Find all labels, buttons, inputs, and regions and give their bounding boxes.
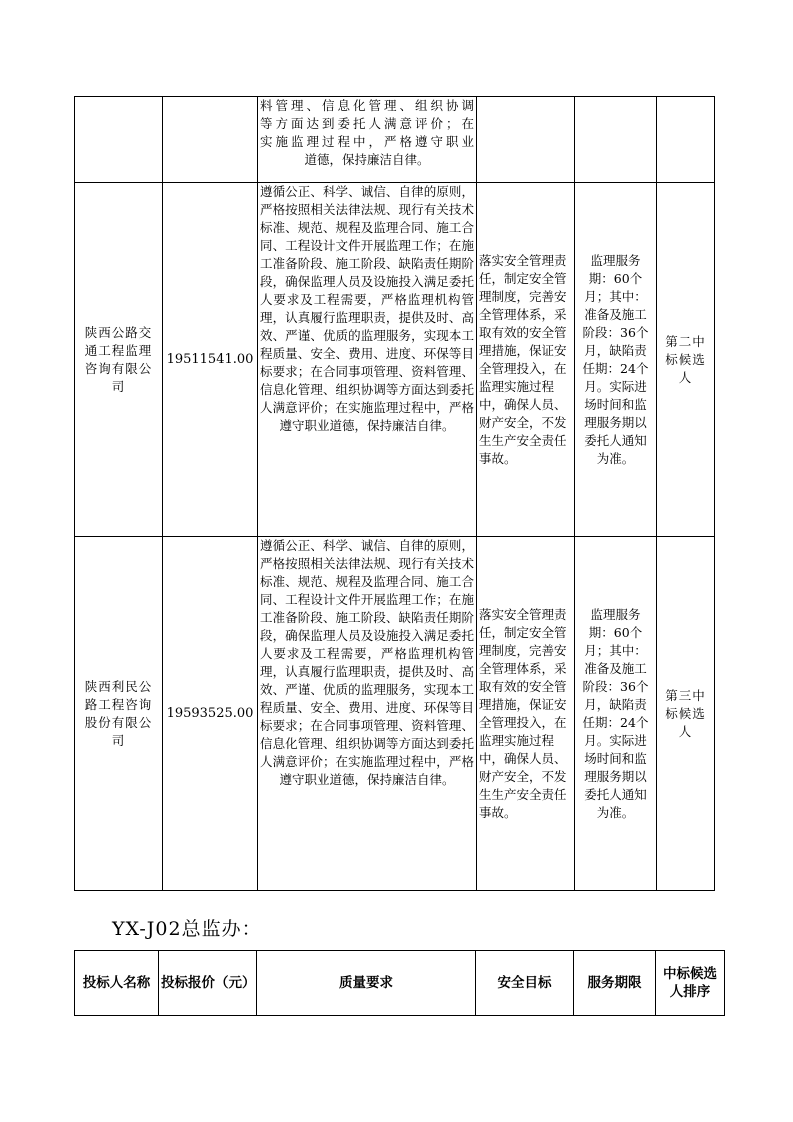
section-title: YX-J02总监办： [112, 918, 262, 940]
empty-safety-cell [477, 97, 575, 183]
header-bid-price: 投标报价（元） [159, 951, 257, 1016]
empty-name-cell [75, 97, 163, 183]
table-row [75, 537, 715, 891]
empty-price-cell [163, 97, 258, 183]
candidate-rank: 第三中标候选人 [657, 537, 715, 891]
service-period: 监理服务期：60个月；其中：准备及施工阶段：36个月，缺陷责任期：24个月。实际进场时间和监理服务期以委托人通知为准。 [575, 183, 657, 537]
quality-cell [258, 97, 477, 183]
bid-price: 19593525.00 [163, 537, 258, 891]
bidder-name: 陕西利民公路工程咨询股份有限公司 [75, 537, 163, 891]
quality-requirement [258, 183, 477, 537]
quality-text: 遵循公正、科学、诚信、自律的原则，严格按照相关法律法规、现行有关技术标准、规范、规程及监理合同、施工合同、工程设计文件开展监理工作；在施工准备阶段、施工阶段、缺陷责任期阶段，确保监理人员及设施投入满足委托人要求及工程需要，严格监理机构管理，认真履行监理职责，提供及时、高效、严谨、优质的监理服务，实现本工程质量、安全、费用、进度、环保等目标要求；在合同事项管理、资料管理、信息化管理、组织协调等方面达到委托人满意评价；在实施监理过程中，严格遵守职业道德，保持廉洁自律。 [260, 538, 474, 787]
bid-results-table-header [74, 950, 725, 1016]
header-period: 服务期限 [574, 951, 656, 1016]
quality-text: 遵循公正、科学、诚信、自律的原则，严格按照相关法律法规、现行有关技术标准、规范、规程及监理合同、施工合同、工程设计文件开展监理工作；在施工准备阶段、施工阶段、缺陷责任期阶段，确保监理人员及设施投入满足委托人要求及工程需要，严格监理机构管理，认真履行监理职责，提供及时、高效、严谨、优质的监理服务，实现本工程质量、安全、费用、进度、环保等目标要求；在合同事项管理、资料管理、信息化管理、组织协调等方面达到委托人满意评价；在实施监理过程中，严格遵守职业道德，保持廉洁自律。 [260, 184, 474, 433]
bid-price: 19511541.00 [163, 183, 258, 537]
quality-line: 料管理、信息化管理、组织协调 [260, 98, 474, 113]
header-rank: 中标候选人排序 [656, 951, 725, 1016]
bid-results-table [74, 96, 715, 891]
service-period: 监理服务期：60个月；其中：准备及施工阶段：36个月，缺陷责任期：24个月。实际进场时间和监理服务期以委托人通知为准。 [575, 537, 657, 891]
empty-period-cell [575, 97, 657, 183]
safety-target: 落实安全管理责任，制定安全管理制度，完善安全管理体系，采取有效的安全管理措施，保证安全管理投入，在监理实施过程中，确保人员、财产安全，不发生生产安全责任事故。 [477, 183, 575, 537]
empty-rank-cell [657, 97, 715, 183]
quality-line: 实施监理过程中，严格遵守职业 [260, 134, 474, 149]
candidate-rank: 第二中标候选人 [657, 183, 715, 537]
quality-line: 等方面达到委托人满意评价；在 [260, 116, 474, 131]
header-safety: 安全目标 [476, 951, 574, 1016]
quality-line: 道德，保持廉洁自律。 [304, 152, 430, 167]
bidder-name: 陕西公路交通工程监理咨询有限公司 [75, 183, 163, 537]
table-row [75, 183, 715, 537]
header-quality: 质量要求 [257, 951, 476, 1016]
header-bidder-name: 投标人名称 [75, 951, 159, 1016]
quality-requirement [258, 537, 477, 891]
safety-target: 落实安全管理责任，制定安全管理制度，完善安全管理体系，采取有效的安全管理措施，保证安全管理投入，在监理实施过程中，确保人员、财产安全，不发生生产安全责任事故。 [477, 537, 575, 891]
header-row [75, 951, 725, 1016]
continuation-row [75, 97, 715, 183]
